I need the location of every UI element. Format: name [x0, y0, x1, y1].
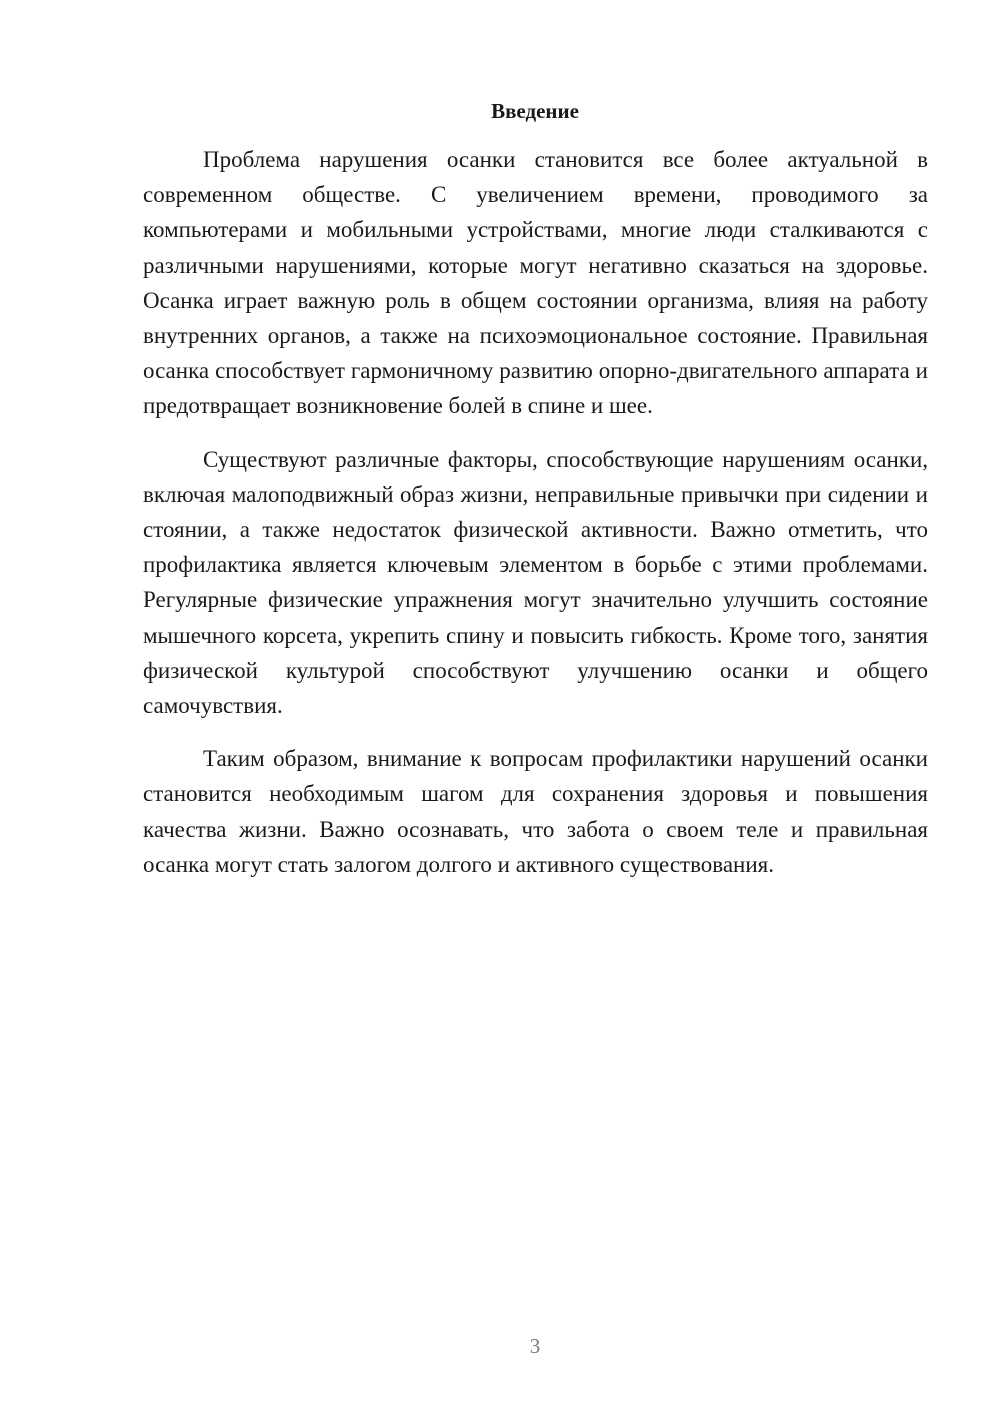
- page-title: Введение: [491, 99, 579, 123]
- page-number: 3: [529, 1334, 541, 1358]
- paragraph-2: Существуют различные факторы, способствующие нарушениям осанки, включая малоподвижный образ жизни, неправильные привычки при сидении и стоянии, а также недостаток физической активности. Важно отметить, что профилактика является ключевым элементом в борьбе с этими проблемами. Регулярные физические упражнения могут значительно улучшить состояние мышечного корсета, укрепить спину и повысить гибкость. Кроме того, занятия физической культурой способствуют улучшению осанки и общего самочувствия.: [143, 446, 928, 719]
- document-body: [143, 142, 928, 900]
- paragraph-1: Проблема нарушения осанки становится все более актуальной в современном обществе. С увеличением времени, проводимого за компьютерами и мобильными устройствами, многие люди сталкиваются с различными нарушениями, которые могут негативно сказаться на здоровье. Осанка играет важную роль в общем состоянии организма, влияя на работу внутренних органов, а также на психоэмоциональное состояние. Правильная осанка способствует гармоничному развитию опорно-двигательного аппарата и предотвращает возникновение болей в спине и шее.: [143, 147, 928, 419]
- paragraph-3: Таким образом, внимание к вопросам профилактики нарушений осанки становится необходимым шагом для сохранения здоровья и повышения качества жизни. Важно осознавать, что забота о своем теле и правильная осанка могут стать залогом долгого и активного существования.: [143, 746, 928, 877]
